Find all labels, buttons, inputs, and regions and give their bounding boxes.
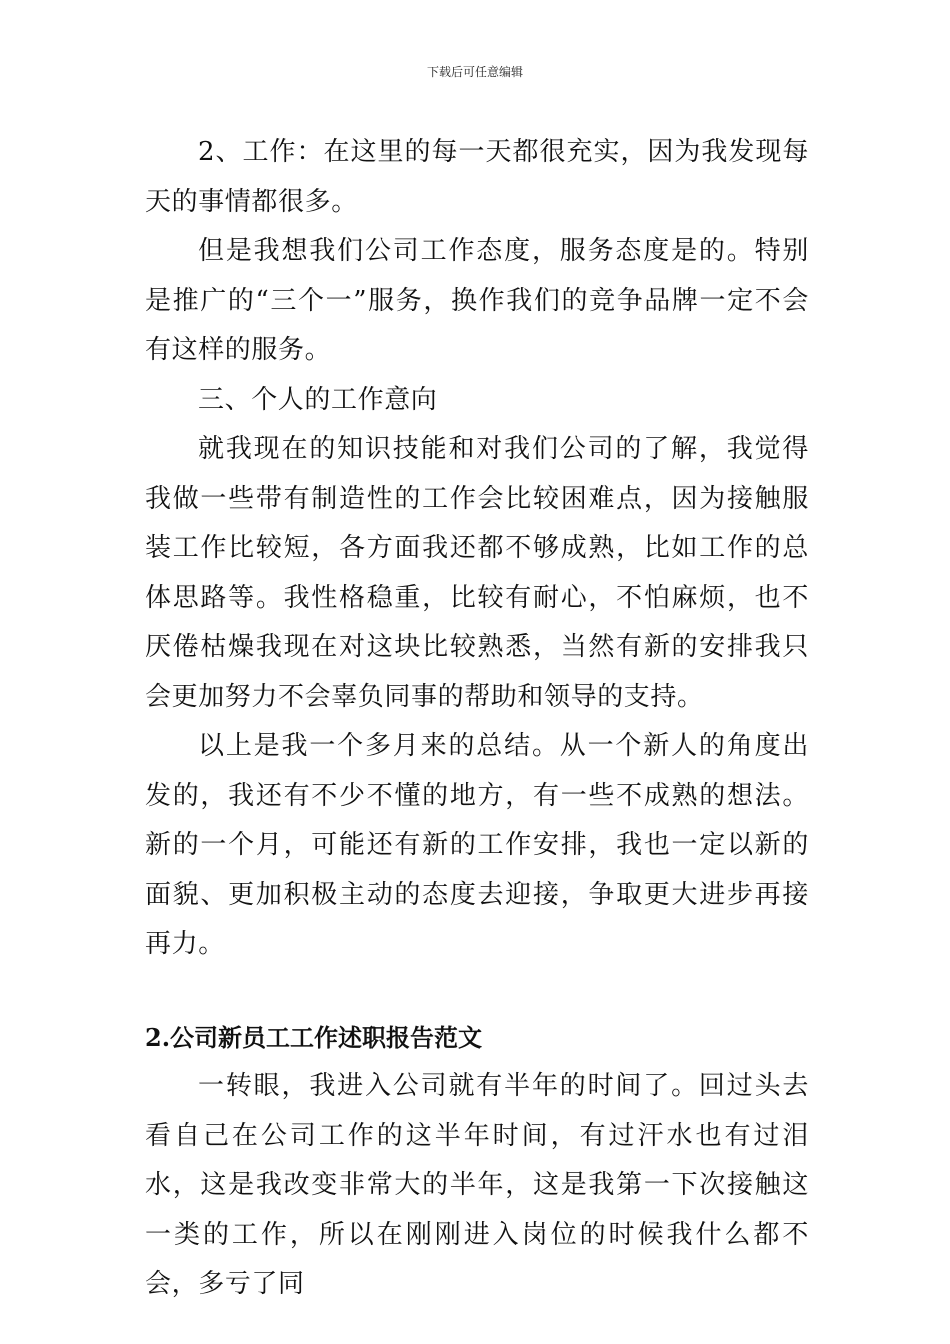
paragraph-heading-work-intention: 三、个人的工作意向 — [198, 384, 438, 415]
paragraph-work-intention: 就我现在的知识技能和对我们公司的了解，我觉得我做一些带有制造性的工作会比较困难点，因为接触服装工作比较短，各方面我还都不够成熟，比如工作的总体思路等。我性格稳重，比较有耐心，不怕麻烦，也不厌倦枯燥我现在对这块比较熟悉，当然有新的安排我只会更加努力不会辜负同事的帮助和领导的支持。 — [145, 434, 809, 712]
page-header: 下载后可任意编辑 — [426, 65, 523, 79]
paragraph-half-year: 一转眼，我进入公司就有半年的时间了。回过头去看自己在公司工作的这半年时间，有过汗水也有过泪水，这是我改变非常大的半年，这是我第一下次接触这一类的工作，所以在刚刚进入岗位的时候我什么都不会，多亏了同 — [145, 1071, 809, 1299]
section-title: 2.公司新员工工作述职报告范文 — [145, 1022, 483, 1052]
document-body — [145, 128, 809, 1310]
paragraph-service-attitude: 但是我想我们公司工作态度，服务态度是的。特别是推广的“三个一”服务，换作我们的竞争品牌一定不会有这样的服务。 — [145, 236, 809, 365]
paragraph-summary: 以上是我一个多月来的总结。从一个新人的角度出发的，我还有不少不懂的地方，有一些不成熟的想法。新的一个月，可能还有新的工作安排，我也一定以新的面貌、更加积极主动的态度去迎接，争取更大进步再接再力。 — [145, 731, 809, 959]
paragraph-work: 2、工作：在这里的每一天都很充实，因为我发现每天的事情都很多。 — [145, 137, 809, 217]
